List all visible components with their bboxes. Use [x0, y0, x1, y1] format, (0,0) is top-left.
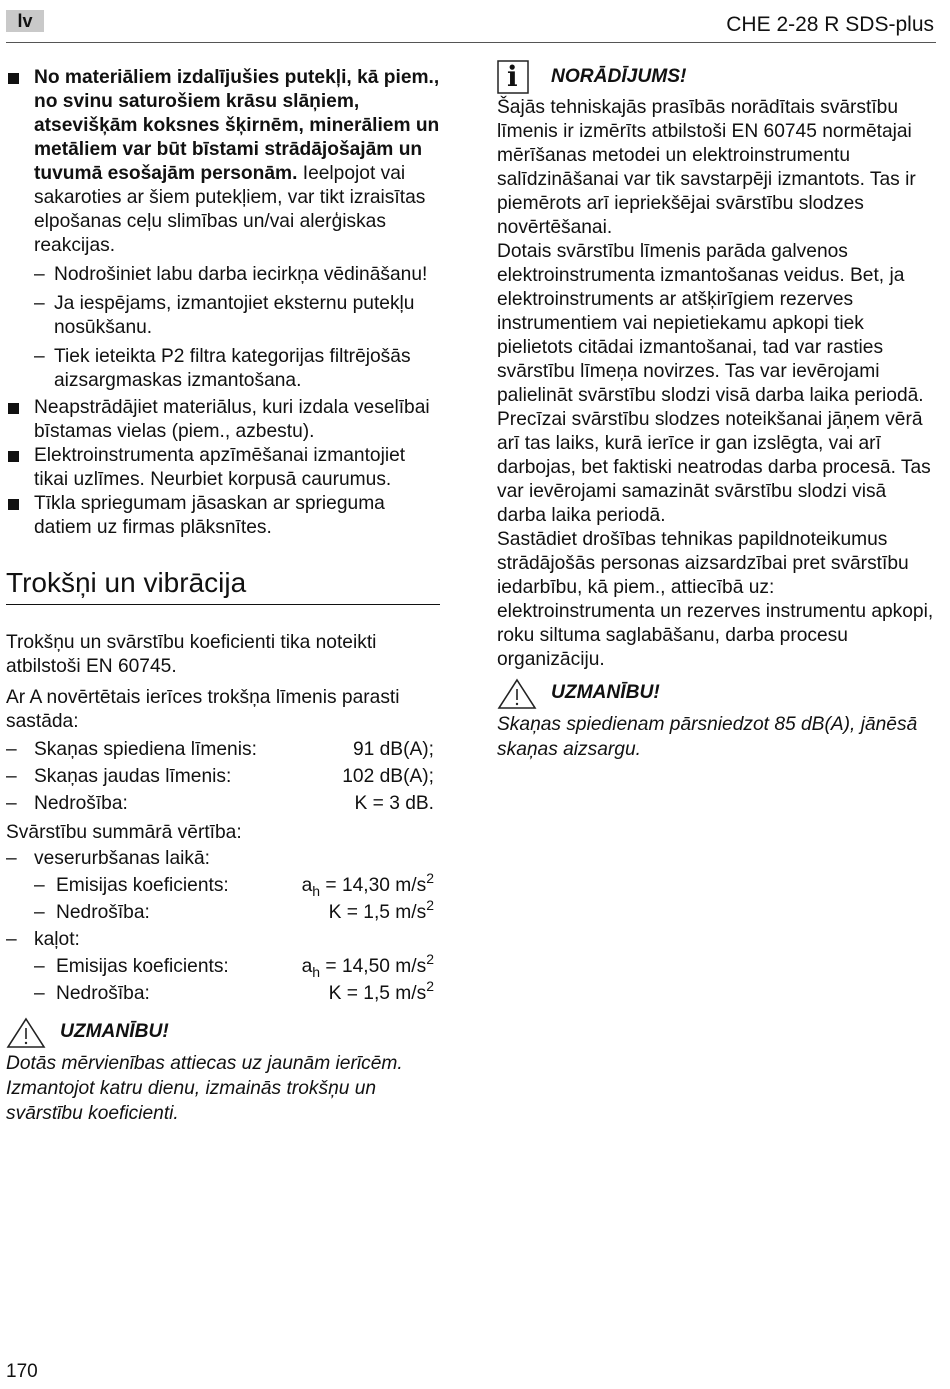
vibration-emission-row: – Emisijas koeficients: $a_h = 14,50$ $m/s^2$	[34, 951, 434, 980]
bullet-square-icon	[8, 73, 19, 84]
bullet-square-icon	[8, 403, 19, 414]
spec-label: Emisijas koeficients:	[56, 875, 229, 896]
vibration-uncertainty-row: – Nedrošība: K = 1,5 $m/s^2$	[6, 980, 440, 1007]
warning-header	[497, 678, 937, 712]
vibration-title: Svārstību summārā vērtība:	[6, 822, 242, 843]
left-column	[6, 66, 440, 1126]
spec-label: Emisijas koeficients:	[56, 956, 229, 977]
dash-text: Tiek ieteikta P2 filtra kategorijas filtrējošās aizsargmaskas izmantošana.	[54, 346, 411, 391]
warning-text: Skaņas spiedienam pārsniedzot 85 dB(A), jānēsā skaņas aizsargu.	[497, 714, 918, 760]
vibration-mode-label: veserurbšanas laikā:	[34, 848, 210, 869]
vibration-emission-row: – Emisijas koeficients: $a_h = 14,30$ $m/s^2$	[34, 870, 434, 899]
dust-warning-bullet	[6, 66, 440, 258]
info-icon-glyph: i	[507, 60, 518, 93]
dust-dash-item: – Ja iespējams, izmantojiet eksternu putekļu nosūkšanu.	[34, 293, 415, 338]
dash-text: Ja iespējams, izmantojiet eksternu putekļu nosūkšanu.	[54, 293, 415, 338]
noise-spec-row: – Skaņas jaudas līmenis: 102 dB(A);	[6, 763, 440, 790]
vibration-mode-row: – kaļot:	[6, 926, 440, 953]
spec-value: K = 1,5 $m/s^2$	[328, 978, 434, 1004]
document-model-title: CHE 2-28 R SDS-plus	[726, 13, 934, 36]
page-number: 170	[6, 1361, 38, 1382]
bullet-text: Elektroinstrumenta apzīmēšanai izmantojiet tikai uzlīmes. Neurbiet korpusā caurumus.	[34, 445, 406, 490]
spec-value: K = 3 dB.	[354, 793, 434, 814]
bullet-text: Neapstrādājiet materiālus, kuri izdala veselībai bīstamas vielas (piem., azbestu).	[34, 397, 430, 442]
spec-label: Skaņas spiediena līmenis:	[34, 739, 257, 760]
dust-dash-item: – Nodrošiniet labu darba iecirkņa vēdināšanu!	[34, 264, 428, 285]
noise-spec-row: – Skaņas spiediena līmenis: 91 dB(A);	[6, 736, 440, 763]
page-header	[6, 8, 936, 43]
bullet-square-icon	[8, 451, 19, 462]
safety-bullet	[6, 492, 440, 540]
spec-value: $a_h = 14,30$ $m/s^2$	[301, 870, 434, 899]
spec-label: Nedrošība:	[56, 983, 150, 1004]
bullet-text: Tīkla spriegumam jāsaskan ar sprieguma datiem uz firmas plāksnītes.	[34, 493, 385, 538]
vibration-mode-label: kaļot:	[34, 929, 80, 950]
vibration-uncertainty-row: – Nedrošība: K = 1,5 $m/s^2$	[6, 899, 440, 926]
dust-warning-rest: Ieelpojot vai sakaroties ar šiem putekļiem, var tikt izraisītas elpošanas ceļu slimības un/vai alerģiskas reakcijas.	[34, 163, 426, 256]
info-title: NORĀDĪJUMS!	[551, 66, 687, 87]
noise-level-paragraph: Ar A novērtētais ierīces trokšņa līmenis parasti sastāda:	[6, 687, 400, 732]
warning-header	[6, 1017, 440, 1051]
spec-label: Skaņas jaudas līmenis:	[34, 766, 232, 787]
spec-value: 91 dB(A);	[352, 739, 434, 760]
spec-label: Nedrošība:	[34, 793, 128, 814]
info-paragraph: Dotais svārstību līmenis parāda galvenos elektroinstrumenta izmantošanas veidus. Bet, ja elektroinstruments ar atšķirīgiem rezerves instrumentiem vai nepietiekamu apkopi tiek pielietots citādai izmantošanai, tad var rasties svārstību līmeņa novirzes. Tas var ievērojami palielināt svārstību slodzi visā darba laika periodā.	[497, 241, 924, 406]
warning-triangle-icon	[6, 1017, 46, 1049]
info-paragraph: Šajās tehniskajās prasībās norādītais svārstību līmenis ir izmērīts atbilstoši EN 60745 normētajai mērīšanas metodei un elektroinstrumentu salīdzināšanai var tik savstarpēji izmantots. Tas ir piemērots arī iepriekšējai svārstību slodzes novērtēšanai.	[497, 97, 916, 238]
spec-value: 102 dB(A);	[342, 766, 434, 787]
info-paragraph: Sastādiet drošības tehnikas papildnoteikumus strādājošās personas aizsardzībai pret svārstību iedarbību, kā piem., attiecībā uz: elektroinstrumenta un rezerves instrumentu apkopi, roku siltuma saglabāšanu, darba procesu organizāciju.	[497, 529, 934, 670]
right-column	[497, 60, 937, 762]
section-title: Trokšņi un vibrācija	[6, 565, 440, 605]
warning-triangle-icon	[497, 678, 537, 710]
language-tag: lv	[6, 10, 44, 32]
spec-value: K = 1,5 $m/s^2$	[328, 897, 434, 923]
dust-dash-item: – Tiek ieteikta P2 filtra kategorijas filtrējošās aizsargmaskas izmantošana.	[34, 346, 411, 391]
noise-intro-paragraph: Trokšņu un svārstību koeficienti tika noteikti atbilstoši EN 60745.	[6, 632, 377, 677]
bullet-square-icon	[8, 499, 19, 510]
dash-text: Nodrošiniet labu darba iecirkņa vēdināšanu!	[54, 264, 428, 285]
safety-bullet	[6, 396, 440, 444]
safety-bullet	[6, 444, 440, 492]
vibration-mode-row: – veserurbšanas laikā:	[6, 845, 440, 872]
spec-value: $a_h = 14,50$ $m/s^2$	[301, 951, 434, 980]
spec-label: Nedrošība:	[56, 902, 150, 923]
warning-title: UZMANĪBU!	[551, 682, 660, 703]
info-paragraph: Precīzai svārstību slodzes noteikšanai jāņem vērā arī tas laiks, kurā ierīce ir gan izslēgta, vai arī darbojas, bet faktiski neatrodas darba procesā. Tas var ievērojami samazināt svārstību slodzi visā darba laika periodā.	[497, 409, 931, 526]
warning-text: Dotās mērvienības attiecas uz jaunām ierīcēm. Izmantojot katru dienu, izmainās trokšņu un svārstību koeficienti.	[6, 1053, 403, 1124]
info-header	[497, 60, 937, 96]
warning-title: UZMANĪBU!	[60, 1021, 169, 1042]
dust-warning-bold: No materiāliem izdalījušies putekļi, kā piem., no svinu saturošiem krāsu slāņiem, atsevišķām koksnes šķirnēm, minerāliem un metāliem var būt bīstami strādājošajām un tuvumā esošajām personām.	[34, 67, 440, 184]
noise-spec-row: – Nedrošība: K = 3 dB.	[6, 790, 440, 817]
